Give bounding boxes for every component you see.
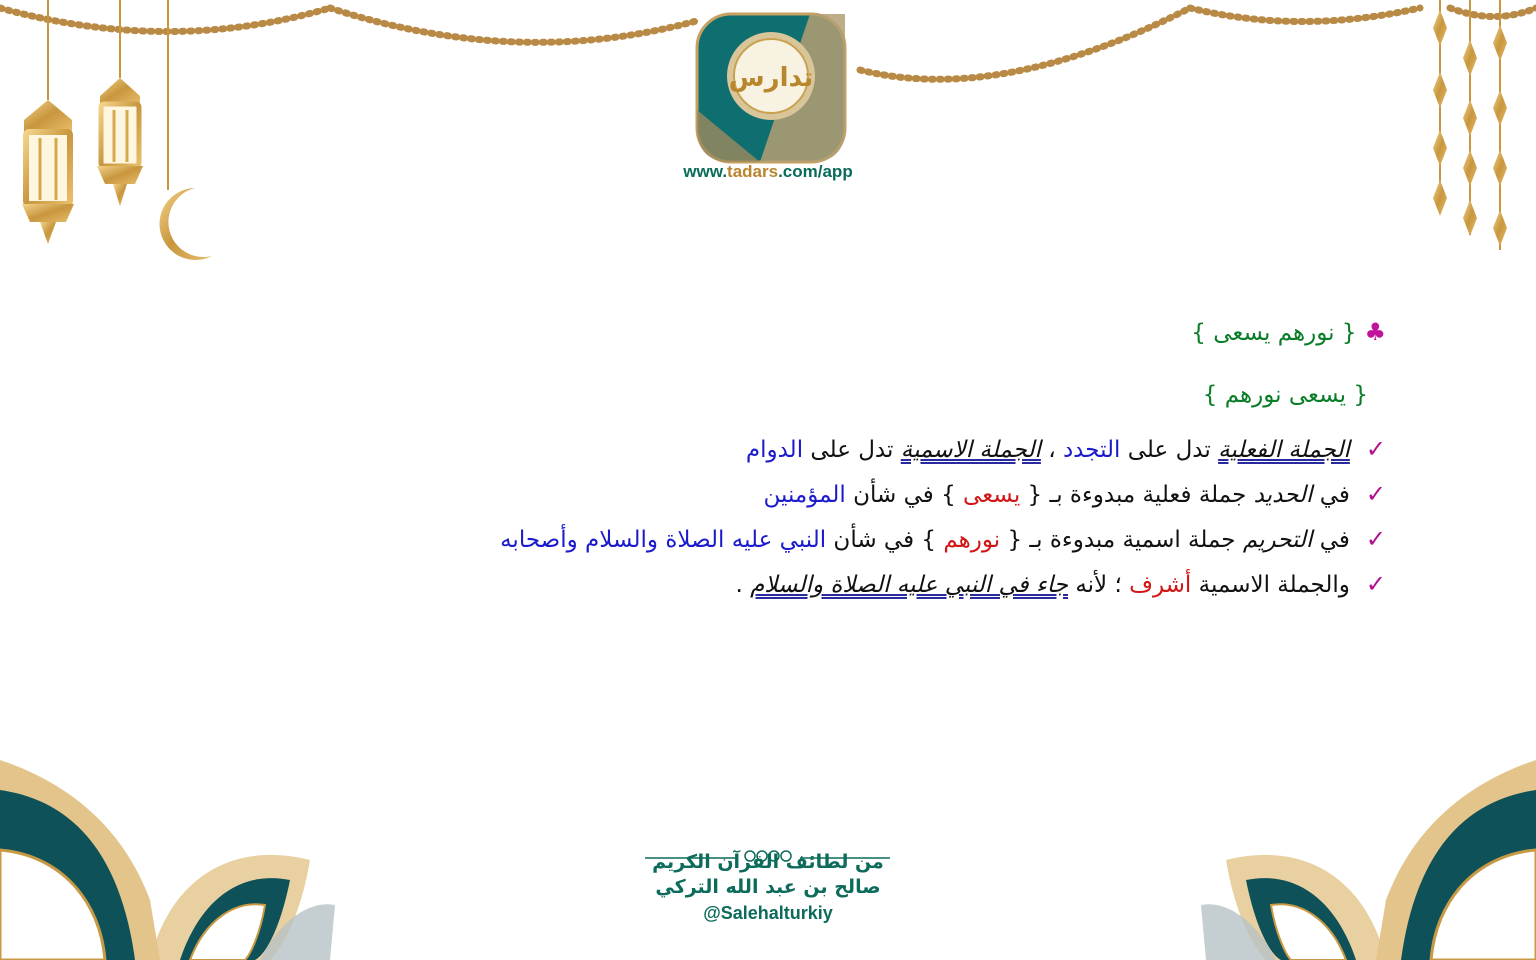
svg-text:تدارس: تدارس	[728, 63, 814, 93]
flower-ornament-left	[0, 760, 335, 960]
verse-heading: ♣{ نورهم يسعى }	[1191, 318, 1386, 346]
club-icon: ♣	[1364, 318, 1386, 346]
list-item: ✓في الحديد جملة فعلية مبدوءة بـ { يسعى } في شأن المؤمنين	[500, 472, 1386, 517]
check-icon: ✓	[1365, 435, 1386, 463]
url-brand: tadars	[727, 162, 779, 181]
flower-ornament-right	[1201, 760, 1536, 960]
tadars-logo	[697, 14, 845, 162]
verse-subheading: { يسعى نورهم }	[1202, 382, 1368, 408]
lantern-left-large-icon	[22, 0, 74, 244]
author-name: صالح بن عبد الله التركي	[655, 876, 881, 898]
list-item: ✓الجملة الفعلية تدل على التجدد ، الجملة الاسمية تدل على الدوام	[500, 427, 1386, 472]
url-prefix: www.	[683, 162, 728, 181]
footer-title: من لطائف القرآن الكريم	[652, 851, 884, 873]
footer-credits	[600, 850, 936, 926]
list-item: ✓في التحريم جملة اسمية مبدوءة بـ { نورهم } في شأن النبي عليه الصلاة والسلام وأصحابه	[500, 517, 1386, 562]
list-item: ✓والجملة الاسمية أشرف ؛ لأنه جاء في النبي عليه الصلاة والسلام .	[500, 562, 1386, 607]
check-icon: ✓	[1365, 480, 1386, 508]
check-icon: ✓	[1365, 570, 1386, 598]
crescent-moon-icon	[160, 0, 212, 260]
social-handle[interactable]: @Salehalturkiy	[703, 903, 833, 923]
lesson-content	[500, 310, 1386, 607]
check-icon: ✓	[1365, 525, 1386, 553]
url-suffix: .com/app	[778, 162, 853, 181]
app-url[interactable]	[668, 162, 868, 182]
hanging-ornaments-right	[1433, 0, 1507, 250]
